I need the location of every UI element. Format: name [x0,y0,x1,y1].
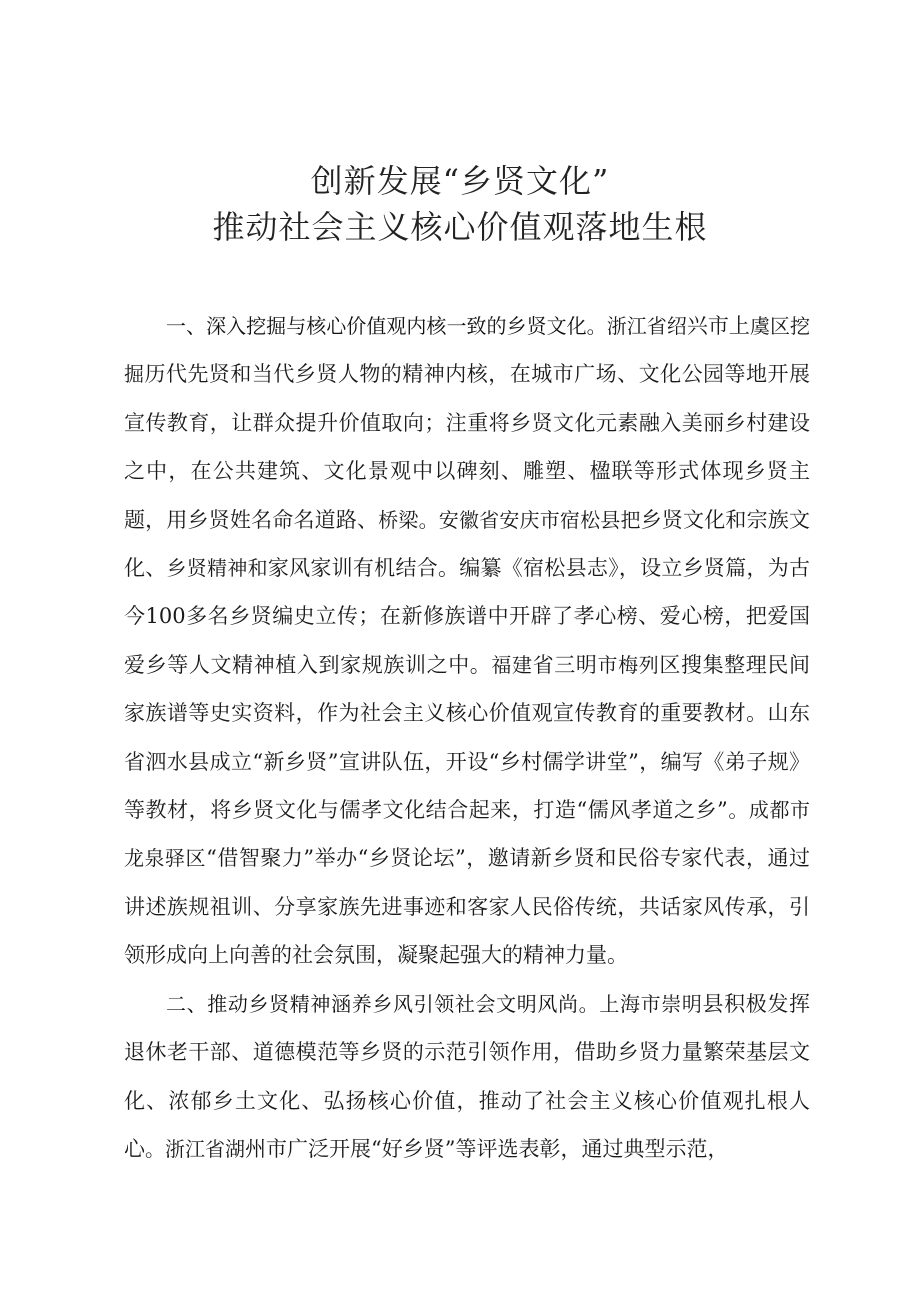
title-line-2: 推动社会主义核心价值观落地生根 [212,208,708,246]
text-run: “借智聚力”举办“乡贤论坛”，邀请新乡贤和民俗专家代表，通过讲述族规祖训、分享家族先进事迹和客家人民俗传统，共话家风传承，引领形成向上向善的社会氛围，凝聚起强大的精神力量。 [124,846,810,968]
text-run: 州市广泛开展“好乡贤”等评选表彰，通过典型示范， [245,1136,729,1161]
text-run: 福建 [491,652,533,677]
text-run: 历代先贤和当代乡贤人物的精神内核，在城市广场、文化公园等地开展宣传教育，让群众提升价值取向；注重将乡贤文化元素融入美丽乡村建设之中，在公共建筑、文化景观中以碑刻、雕塑、楹联等形式体现乡贤主题，用乡贤姓名命名道路、 [124,362,810,532]
text-run: 浙江省绍 [606,314,687,338]
paragraph-1 [124,302,810,980]
paragraph-2-text [124,992,810,1161]
text-run: 乡贤文化和宗族文化、 [124,507,810,581]
text-run: 桥梁。安徽省安庆市宿松县把 [378,507,641,532]
text-run: 市梅列 [597,652,660,677]
document-title [0,158,920,250]
text-run: 区搜集整理民间家族谱等史实资料，作为社会主义核心价值观宣传教育的重要教材。山东省泗水县成立“新乡贤”宣讲队伍，开设“乡村儒学讲堂”，编写《弟子规》等教材，将乡贤文化与儒孝文化结合起来，打造“儒风孝道之乡” [124,652,811,823]
paragraph-1-heading: 一、深入挖掘与核心价值观内核一致的乡贤文化。 [166,314,607,338]
paragraph-2 [124,980,810,1174]
text-run: 县积极发挥退休老干部、道德模范等乡贤的示范引领作用，借助乡贤力量繁荣基层文化、浓郁乡土文化、弘扬核心价值，推动了社会主义核心价值观扎根人心 [124,991,811,1161]
document-body [124,302,810,1173]
text-run: 上海市崇明 [599,991,703,1016]
paragraph-1-text [124,314,810,967]
text-run: 家风家训有机结合。编纂《宿松县志》，设立乡贤篇，为古今100多名乡贤编史立传；在新修族谱中开辟了孝心榜、爱心榜，把爱国爱乡等人文精神植入到家规族训之中。 [124,556,810,677]
text-run: 兴市上 [686,314,750,338]
text-run: 省三明 [532,652,598,677]
text-run: 乡贤精神和 [166,556,268,581]
paragraph-2-heading: 二、推动乡贤精神涵养乡风引领社会文明风尚。 [166,991,600,1016]
text-run: 。浙江省湖 [145,1136,245,1161]
text-run: 。成都市龙泉驿区 [124,798,810,871]
text-run: 虞区挖掘 [124,314,811,387]
title-line-1: 创新发展“乡贤文化” [310,162,610,200]
